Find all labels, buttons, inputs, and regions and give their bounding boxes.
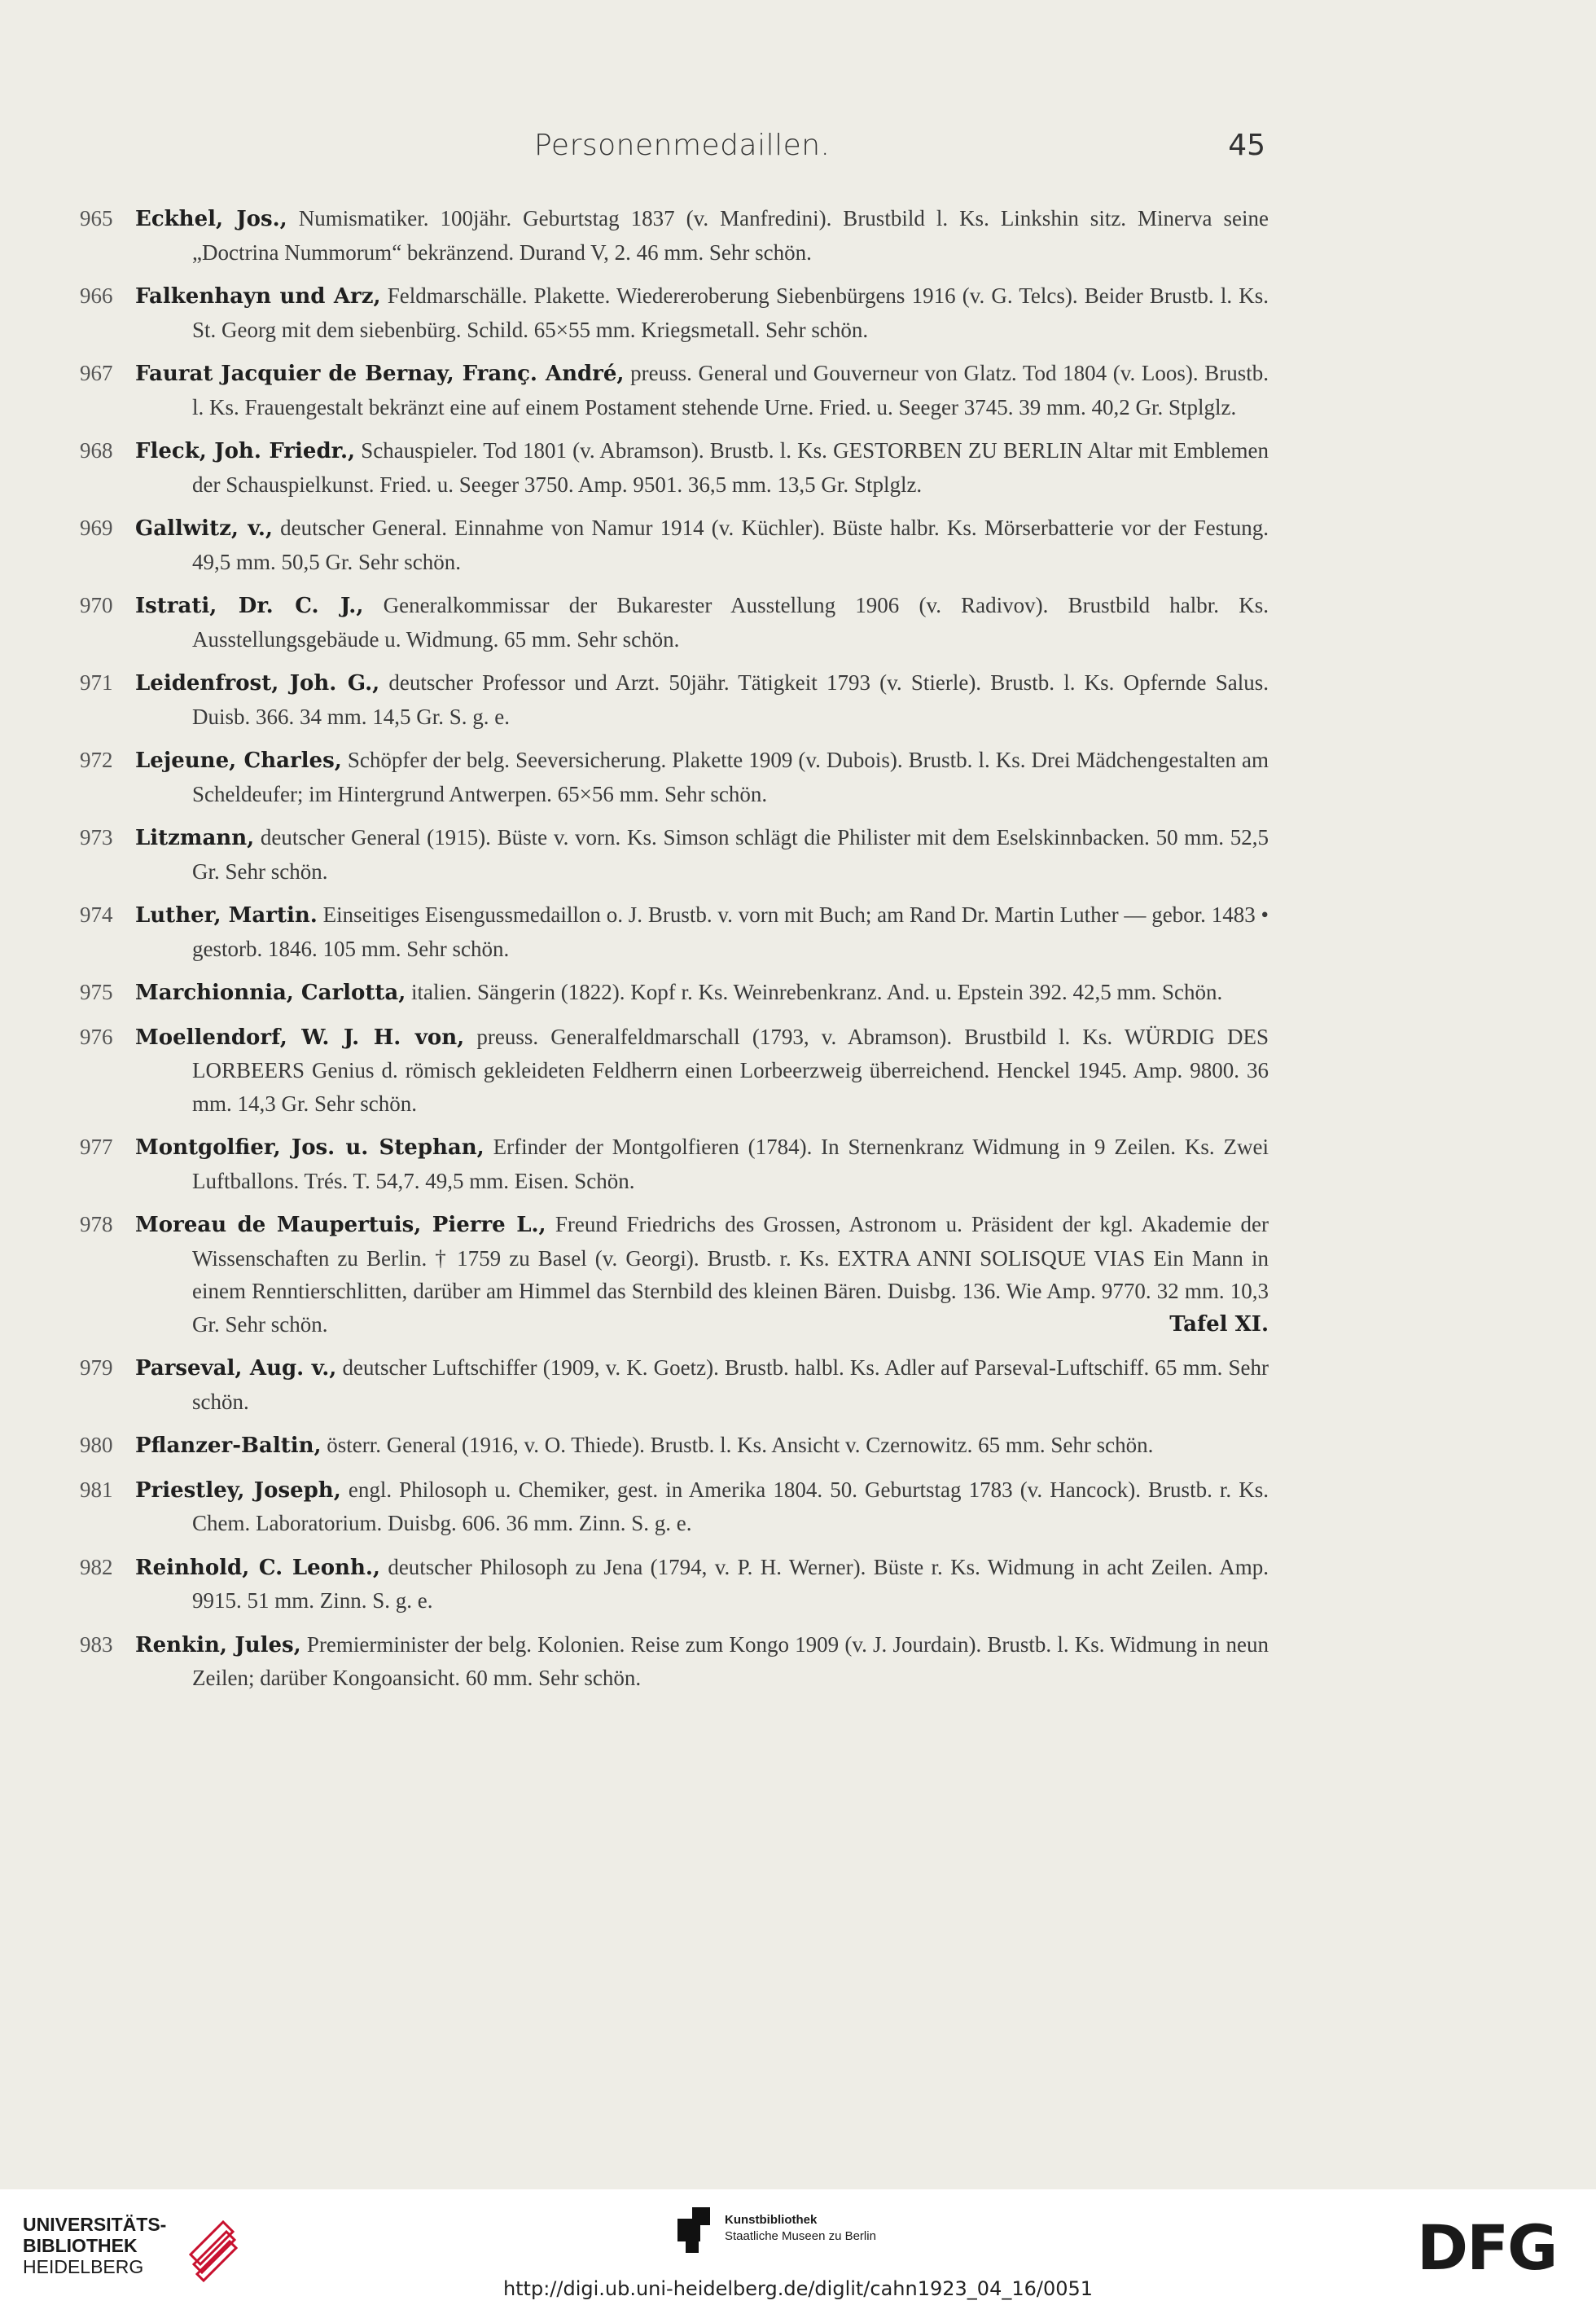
- entry-number: 975: [80, 980, 113, 1004]
- entry-name: Leidenfrost, Joh. G.,: [135, 671, 380, 696]
- entry-name: Falkenhayn und Arz,: [135, 284, 381, 309]
- entry-description: preuss. General und Gouverneur von Glatz. Tod 1804 (v. Loos). Brustb. l. Ks. Frauengestalt bekränzt eine auf einem Postament stehende Urne. Fried. u. Seeger 3745. 39 mm. 40,2 Gr. Stplglz.: [192, 361, 1269, 419]
- catalog-entry: [65, 357, 1270, 424]
- page-title: Personenmedaillen.: [534, 129, 831, 162]
- catalog-entries: [65, 202, 1270, 1706]
- entry-description: Feldmarschälle. Plakette. Wiedereroberung Siebenbürgens 1916 (v. G. Telcs). Beider Brustb. l. Ks. St. Georg mit dem siebenbürg. Schild. 65×55 mm. Kriegsmetall. Sehr schön.: [192, 283, 1269, 342]
- entry-name: Moellendorf, W. J. H. von,: [135, 1025, 465, 1050]
- entry-description: Einseitiges Eisengussmedaillon o. J. Brustb. v. vorn mit Buch; am Rand Dr. Martin Luther — gebor. 1483 • gestorb. 1846. 105 mm. Sehr schön.: [192, 902, 1269, 961]
- entry-description: italien. Sängerin (1822). Kopf r. Ks. Weinrebenkranz. And. u. Epstein 392. 42,5 mm. Schön.: [411, 980, 1223, 1004]
- source-url[interactable]: http://digi.ub.uni-heidelberg.de/diglit/cahn1923_04_16/0051: [502, 2277, 1094, 2300]
- entry-description: engl. Philosoph u. Chemiker, gest. in Amerika 1804. 50. Geburtstag 1783 (v. Hancock). Brustb. r. Ks. Chem. Laboratorium. Duisbg. 606. 36 mm. Zinn. S. g. e.: [192, 1477, 1269, 1535]
- entry-number: 973: [80, 825, 113, 850]
- entry-name: Fleck, Joh. Friedr.,: [135, 439, 356, 463]
- entry-description: Numismatiker. 100jähr. Geburtstag 1837 (v. Manfredini). Brustbild l. Ks. Linkshin sitz. Minerva seine „Doctrina Nummorum“ bekränzend. Durand V, 2. 46 mm. Sehr schön.: [192, 206, 1269, 265]
- entry-description: preuss. Generalfeldmarschall (1793, v. Abramson). Brustbild l. Ks. WÜRDIG DES LORBEERS Genius d. römisch gekleideten Feldherrn einen Lorbeerzweig überreichend. Henckel 1945. Amp. 9800. 36 mm. 14,3 Gr. Sehr schön.: [192, 1024, 1269, 1116]
- catalog-entry: [65, 589, 1270, 656]
- catalog-entry: [65, 434, 1270, 501]
- entry-number: 979: [80, 1355, 113, 1380]
- entry-description: Premierminister der belg. Kolonien. Reise zum Kongo 1909 (v. J. Jourdain). Brustb. l. Ks. Widmung in neun Zeilen; darüber Kongoansicht. 60 mm. Sehr schön.: [192, 1631, 1269, 1690]
- entry-name: Renkin, Jules,: [135, 1632, 301, 1657]
- catalog-entry: [65, 744, 1270, 810]
- entry-name: Istrati, Dr. C. J.,: [135, 594, 364, 618]
- entry-number: 967: [80, 361, 113, 385]
- entry-number: 969: [80, 516, 113, 540]
- entry-description: Erfinder der Montgolfieren (1784). In Sternenkranz Widmung in 9 Zeilen. Ks. Zwei Luftballons. Trés. T. 54,7. 49,5 mm. Eisen. Schön.: [192, 1135, 1269, 1193]
- entry-number: 974: [80, 902, 113, 927]
- entry-number: 976: [80, 1024, 113, 1049]
- dfg-logo[interactable]: DFG: [1417, 2211, 1557, 2284]
- entry-name: Lejeune, Charles,: [135, 749, 342, 773]
- kb-line-2: Staatliche Museen zu Berlin: [725, 2229, 876, 2243]
- entry-description: deutscher Philosoph zu Jena (1794, v. P. H. Werner). Büste r. Ks. Widmung in acht Zeilen. Amp. 9915. 51 mm. Zinn. S. g. e.: [192, 1554, 1269, 1613]
- entry-description: deutscher General. Einnahme von Namur 1914 (v. Küchler). Büste halbr. Ks. Mörserbatterie vor der Festung. 49,5 mm. 50,5 Gr. Sehr schön.: [192, 516, 1269, 574]
- catalog-entry: [65, 511, 1270, 578]
- entry-number: 977: [80, 1135, 113, 1159]
- plate-reference: Tafel XI.: [1169, 1311, 1269, 1337]
- entry-number: 971: [80, 670, 113, 695]
- entry-description: Freund Friedrichs des Grossen, Astronom u. Präsident der kgl. Akademie der Wissenschaften zu Berlin. † 1759 zu Basel (v. Georgi). Brustb. r. Ks. EXTRA ANNI SOLISQUE VIAS Ein Mann in einem Renntierschlitten, darüber am Himmel das Sternbild des kleinen Bären. Duisbg. 136. Wie Amp. 9770. 32 mm. 10,3 Gr. Sehr schön.: [192, 1212, 1269, 1337]
- ub-logo-text: [23, 2214, 166, 2277]
- entry-number: 982: [80, 1554, 113, 1579]
- kunstbibliothek-mark-icon: [677, 2207, 710, 2253]
- entry-name: Parseval, Aug. v.,: [135, 1356, 337, 1381]
- ub-line-1: UNIVERSITÄTS-: [23, 2214, 167, 2235]
- kunstbibliothek-text: [725, 2212, 876, 2245]
- entry-number: 968: [80, 438, 113, 463]
- entry-name: Reinhold, C. Leonh.,: [135, 1555, 380, 1580]
- entry-name: Gallwitz, v.,: [135, 516, 273, 541]
- entry-name: Luther, Martin.: [135, 903, 318, 928]
- entry-description: Schauspieler. Tod 1801 (v. Abramson). Brustb. l. Ks. GESTORBEN ZU BERLIN Altar mit Emblemen der Schauspielkunst. Fried. u. Seeger 3750. Amp. 9501. 36,5 mm. 13,5 Gr. Stplglz.: [192, 438, 1269, 497]
- ub-line-2: BIBLIOTHEK: [23, 2235, 138, 2256]
- catalog-entry: [65, 1021, 1270, 1121]
- entry-name: Montgolfier, Jos. u. Stephan,: [135, 1135, 484, 1160]
- catalog-entry: [65, 1208, 1270, 1341]
- catalog-entry: [65, 976, 1270, 1010]
- catalog-entry: [65, 1473, 1270, 1540]
- entry-number: 965: [80, 206, 113, 230]
- catalog-entry: [65, 1551, 1270, 1618]
- page-header: [147, 129, 1270, 169]
- entry-name: Litzmann,: [135, 826, 255, 850]
- entry-number: 966: [80, 283, 113, 308]
- catalog-entry: [65, 279, 1270, 346]
- catalog-entry: [65, 666, 1270, 733]
- entry-description: österr. General (1916, v. O. Thiede). Brustb. l. Ks. Ansicht v. Czernowitz. 65 mm. Sehr schön.: [327, 1433, 1154, 1457]
- entry-number: 978: [80, 1212, 113, 1236]
- entry-description: Schöpfer der belg. Seeversicherung. Plakette 1909 (v. Dubois). Brustb. l. Ks. Drei Mädchengestalten am Scheldeufer; im Hintergrund Antwerpen. 65×56 mm. Sehr schön.: [192, 748, 1269, 806]
- catalog-entry: [65, 202, 1270, 269]
- entry-number: 980: [80, 1433, 113, 1457]
- entry-description: deutscher Professor und Arzt. 50jähr. Tätigkeit 1793 (v. Stierle). Brustb. l. Ks. Opfernde Salus. Duisb. 366. 34 mm. 14,5 Gr. S. g. e.: [192, 670, 1269, 729]
- catalog-entry: [65, 1351, 1270, 1418]
- entry-name: Priestley, Joseph,: [135, 1477, 341, 1503]
- entry-name: Pflanzer-Baltin,: [135, 1433, 322, 1458]
- catalog-entry: [65, 1131, 1270, 1197]
- entry-name: Eckhel, Jos.,: [135, 207, 287, 231]
- entry-description: deutscher General (1915). Büste v. vorn. Ks. Simson schlägt die Philister mit dem Eselskinnbacken. 50 mm. 52,5 Gr. Sehr schön.: [192, 825, 1269, 884]
- catalog-entry: [65, 1429, 1270, 1463]
- entry-name: Faurat Jacquier de Bernay, Franç. André,: [135, 362, 625, 386]
- catalog-entry: [65, 898, 1270, 965]
- entry-number: 970: [80, 593, 113, 617]
- entry-number: 972: [80, 748, 113, 772]
- entry-number: 983: [80, 1631, 113, 1657]
- entry-number: 981: [80, 1477, 113, 1502]
- ub-mark-icon: [182, 2214, 241, 2282]
- ub-line-3: HEIDELBERG: [23, 2256, 144, 2277]
- entry-description: Generalkommissar der Bukarester Ausstellung 1906 (v. Radivov). Brustbild halbr. Ks. Ausstellungsgebäude u. Widmung. 65 mm. Sehr schön.: [192, 593, 1269, 652]
- entry-description: deutscher Luftschiffer (1909, v. K. Goetz). Brustb. halbl. Ks. Adler auf Parseval-Luftschiff. 65 mm. Sehr schön.: [192, 1355, 1269, 1414]
- catalog-entry: [65, 821, 1270, 888]
- entry-name: Marchionnia, Carlotta,: [135, 981, 406, 1005]
- kb-line-1: Kunstbibliothek: [725, 2213, 818, 2227]
- catalog-entry: [65, 1628, 1270, 1695]
- entry-name: Moreau de Maupertuis, Pierre L.,: [135, 1213, 546, 1237]
- ub-heidelberg-logo[interactable]: [23, 2214, 235, 2287]
- page-number: 45: [1228, 129, 1265, 162]
- kunstbibliothek-logo[interactable]: [677, 2207, 922, 2264]
